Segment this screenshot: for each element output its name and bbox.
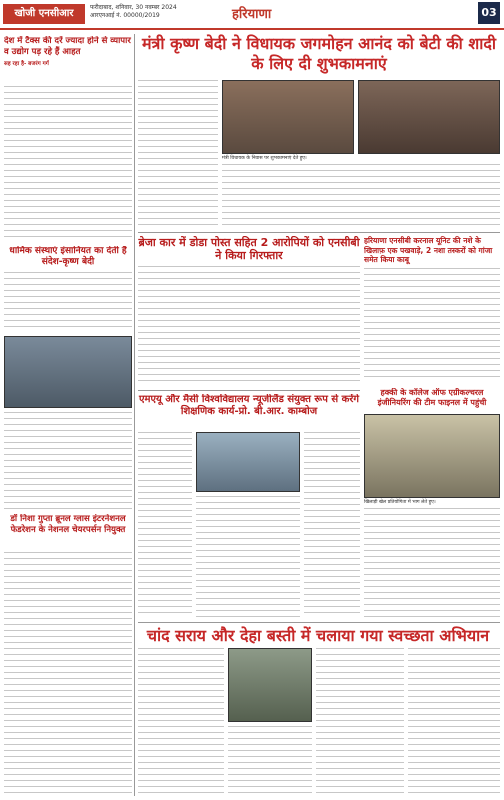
bottom-body-4: [408, 648, 500, 796]
section-divider-2: [138, 390, 360, 391]
hockey-photo: [364, 414, 500, 498]
dharmik-story: [4, 246, 132, 268]
hockey-caption: खिलाड़ी खेल प्रतियोगिता में भाग लेते हुए।: [364, 500, 436, 505]
main-story-photo-2: [358, 80, 500, 154]
bottom-body-3: [316, 648, 404, 796]
nisha-headline: डॉ निशा गुप्ता ब्रूनल ग्लास इंटरनेशनल फेडरेशन के नेशनल चेयरपर्सन नियुक्त: [10, 514, 126, 535]
ncb-story: [364, 236, 500, 265]
mou-photo: [196, 432, 300, 492]
dharmik-photo: [4, 336, 132, 408]
main-story-caption: मंत्री विधायक के निवास पर शुभकामनाएं देते हुए।: [222, 156, 307, 161]
left-lead-body: [4, 86, 132, 240]
dharmik-headline: धार्मिक संस्थाएं इंसानियत का देती हैं संदेश-कृष्ण बेदी: [9, 246, 127, 267]
page-number-badge: 03: [478, 2, 500, 24]
nisha-story: [4, 514, 132, 536]
main-story-photo-1: [222, 80, 354, 154]
dharmik-body: [4, 272, 132, 332]
date-line-1: फरीदाबाद, शनिवार, 30 नवम्बर 2024: [90, 4, 177, 11]
bottom-body-1: [138, 648, 224, 796]
brand-logo: खोजी एनसीआर: [3, 4, 85, 24]
hockey-body: [364, 508, 500, 618]
date-line-2: आरएनआई नं. 00000/2019: [90, 12, 160, 19]
arrest-headline: ब्रेजा कार में डोडा पोस्त सहित 2 आरोपियों को एनसीबी ने किया गिरफ्तार: [138, 236, 360, 262]
masthead: [0, 0, 504, 30]
hockey-headline: हक्की के कॉलेज ऑफ एग्रीकल्चरल इंजीनियरिंग की टीम फाइनल में पहुंची: [377, 388, 487, 407]
hockey-story: [364, 388, 500, 408]
mou-body-2: [196, 496, 300, 618]
mou-body-3: [304, 432, 360, 618]
section-divider-3: [138, 622, 500, 623]
date-line: [90, 4, 177, 20]
bottom-story-headline: चांद सराय और देहा बस्ती में चलाया गया स्वच्छता अभियान: [146, 626, 490, 645]
bottom-body-2: [228, 726, 312, 796]
ncb-headline: हरियाणा एनसीबी करनाल यूनिट की नशे के खिलाफ़ एक पखवाड़े, 2 नशा तस्करों को गांजा समेत किया काबू: [364, 236, 493, 264]
arrest-story: [138, 236, 360, 262]
left-lead-subhead: सह रहा है- बजरंग गर्ग: [4, 61, 49, 67]
column-divider: [134, 34, 135, 796]
left-lead-headline: देश में टैक्स की दरें ज्यादा होने से व्यापार व उद्योग पड़ रहे हैं आहत: [4, 36, 131, 57]
mou-story: [138, 394, 360, 418]
dharmik-body-2: [4, 412, 132, 510]
arrest-body: [138, 266, 360, 386]
section-title: हरियाणा: [232, 7, 272, 22]
mou-body: [138, 432, 192, 618]
main-story-body-2: [222, 164, 500, 230]
mou-headline: एमएयू और मैसी विश्वविद्यालय न्यूजीलैंड संयुक्त रूप से करेंगे शिक्षणिक कार्य-प्रो. बी.आर. काम्बोज: [138, 394, 360, 417]
ncb-body: [364, 268, 500, 378]
main-story-headline: मंत्री कृष्ण बेदी ने विधायक जगमोहन आनंद को बेटी की शादी के लिए दी शुभकामनाएं: [141, 34, 497, 73]
section-divider: [138, 232, 500, 233]
nisha-body: [4, 552, 132, 796]
left-lead-story: [4, 36, 132, 67]
main-story-body: [138, 80, 218, 230]
bottom-photo: [228, 648, 312, 722]
